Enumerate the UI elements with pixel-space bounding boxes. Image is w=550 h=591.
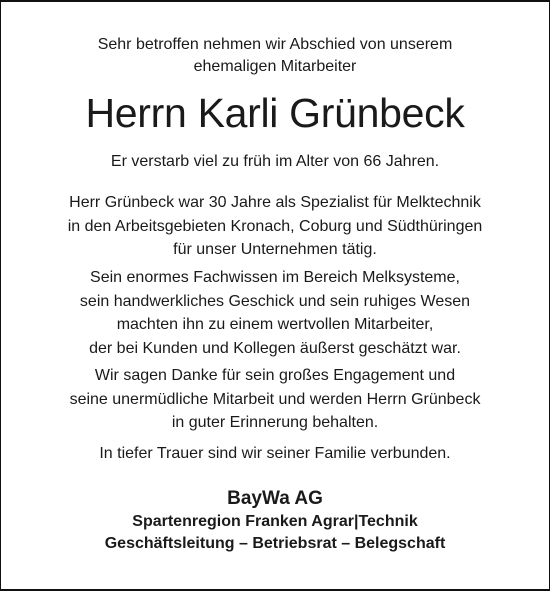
paragraph-line: Herr Grünbeck war 30 Jahre als Spezialist für Melktechnik — [69, 194, 481, 211]
paragraph-line: sein handwerkliches Geschick und sein ruhiges Wesen — [79, 292, 471, 310]
age-line — [0, 150, 550, 174]
paragraph-line: seine unermüdliche Mitarbeit und werden Herrn Grünbeck — [69, 390, 481, 408]
intro-line: ehemaligen Mitarbeiter — [193, 58, 357, 75]
age-text: Er verstarb viel zu früh im Alter von 66 Jahren. — [110, 153, 440, 170]
paragraph-line: in guter Erinnerung behalten. — [171, 414, 379, 431]
deceased-name: Herrn Karli Grünbeck — [85, 90, 465, 136]
paragraph-career — [0, 191, 550, 262]
paragraph-line: Sein enormes Fachwissen im Bereich Melksysteme, — [90, 269, 460, 286]
closing-line — [0, 442, 550, 466]
paragraph-thanks — [0, 364, 550, 435]
signatories: Geschäftsleitung – Betriebsrat – Belegschaft — [104, 535, 446, 552]
paragraph-line: Wir sagen Danke für sein großes Engagement und — [94, 367, 456, 384]
department-name: Spartenregion Franken Agrar|Technik — [132, 513, 418, 530]
company-name: BayWa AG — [227, 488, 323, 509]
intro-line: Sehr betroffen nehmen wir Abschied von unserem — [97, 36, 453, 53]
closing-text: In tiefer Trauer sind wir seiner Familie verbunden. — [99, 445, 451, 462]
intro-text — [0, 34, 550, 78]
paragraph-line: der bei Kunden und Kollegen äußerst geschätzt war. — [89, 339, 461, 357]
paragraph-character — [0, 266, 550, 360]
paragraph-line: für unser Unternehmen tätig. — [173, 241, 377, 258]
paragraph-line: machten ihn zu einem wertvollen Mitarbeiter, — [116, 316, 434, 333]
paragraph-line: in den Arbeitsgebieten Kronach, Coburg und Südthüringen — [67, 217, 483, 235]
